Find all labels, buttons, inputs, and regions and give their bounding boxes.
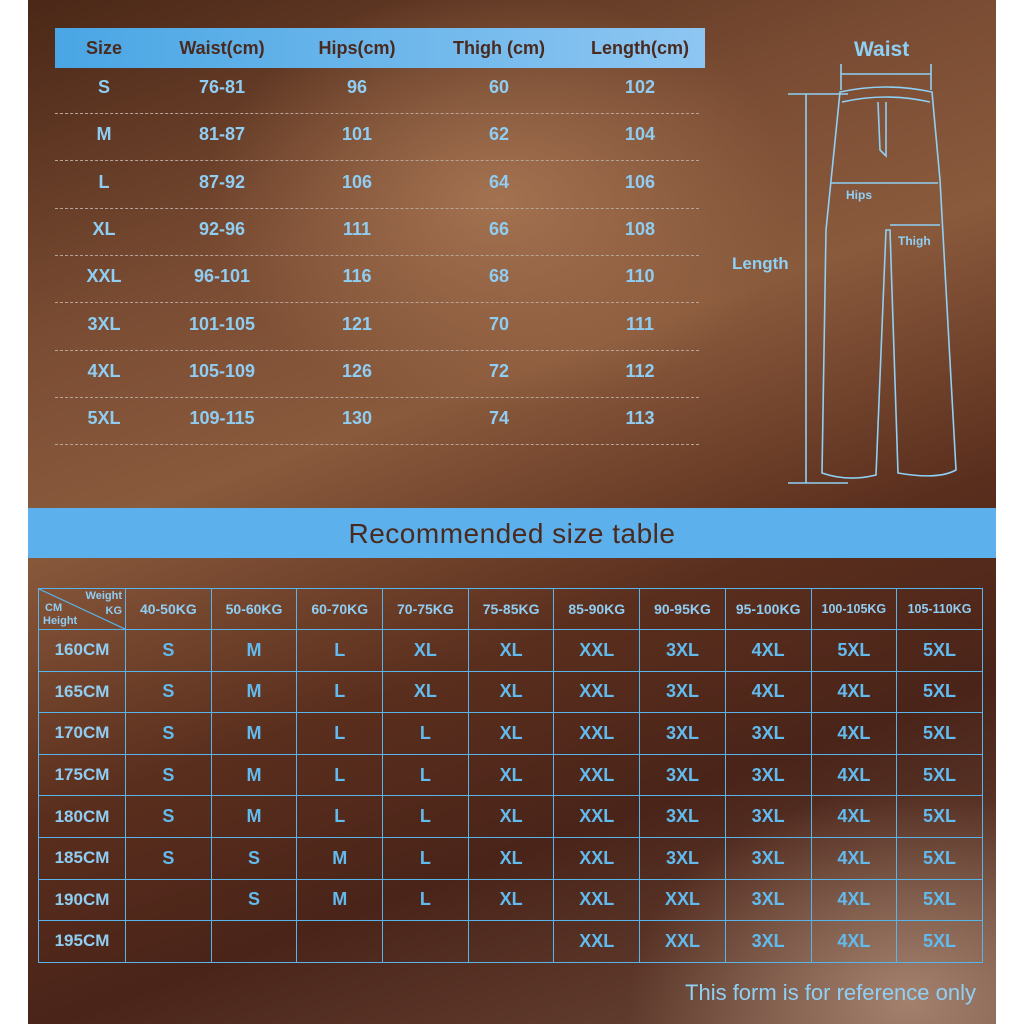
recommended-size-cell: 3XL [725,796,811,838]
recommended-size-cell: XXL [640,879,726,921]
size-table-row [55,303,699,351]
size-cell: 62 [488,124,510,145]
recommended-size-cell: XL [468,796,554,838]
recommended-size-cell [383,921,469,963]
size-cell: 5XL [87,408,121,429]
weight-header-cell: 60-70KG [297,589,383,630]
recommended-size-cell: S [126,630,212,672]
size-cell: 92-96 [198,218,246,239]
size-cell: 106 [624,171,656,192]
size-cell: 105-109 [188,360,256,381]
size-cell: 3XL [87,313,121,334]
size-cell: 111 [625,313,655,334]
size-cell: 66 [488,218,510,239]
size-cell: 96-101 [193,266,251,287]
size-table-row [55,208,699,256]
size-cell: 4XL [87,360,121,381]
size-cell: 102 [624,77,656,97]
recommended-size-cell: XXL [554,921,640,963]
recommended-size-cell: 4XL [725,630,811,672]
size-header-cell: Hips(cm) [318,38,396,58]
recommended-size-cell: M [211,796,297,838]
size-table-row [55,350,699,398]
height-row [39,921,983,963]
recommended-size-cell: 5XL [897,630,983,672]
size-table-header [55,28,705,68]
height-cell: 170CM [39,713,126,755]
recommended-size-cell: M [211,671,297,713]
recommended-size-cell: 5XL [897,754,983,796]
recommended-size-cell: XXL [554,879,640,921]
recommended-size-cell: 4XL [811,754,897,796]
recommended-size-cell: 3XL [640,837,726,879]
recommended-size-cell: XL [468,713,554,755]
recommended-size-cell: 5XL [897,671,983,713]
recommended-size-cell: 5XL [897,837,983,879]
size-cell: 113 [625,408,655,429]
recommended-size-cell: XXL [554,630,640,672]
recommended-size-cell: L [297,754,383,796]
recommended-size-cell: 3XL [640,671,726,713]
recommended-size-cell: 5XL [897,713,983,755]
recommended-size-cell: 4XL [811,671,897,713]
weight-header-cell: 95-100KG [725,589,811,630]
weight-header-row [39,589,983,630]
recommended-size-cell: L [297,671,383,713]
weight-header-cell: 50-60KG [211,589,297,630]
recommended-size-cell: L [383,713,469,755]
recommended-size-cell: XXL [554,671,640,713]
recommended-size-cell: 3XL [725,837,811,879]
recommended-size-cell: XL [468,754,554,796]
recommended-size-cell: L [383,879,469,921]
recommended-size-cell [468,921,554,963]
size-cell: 116 [342,266,372,287]
size-cell: 104 [624,124,656,145]
height-cell: 175CM [39,754,126,796]
recommended-size-cell: 4XL [811,796,897,838]
recommended-size-cell: M [297,837,383,879]
recommended-size-cell: 3XL [725,879,811,921]
height-cell: 160CM [39,630,126,672]
recommended-size-cell: S [211,837,297,879]
weight-header-cell: 40-50KG [126,589,212,630]
height-row [39,796,983,838]
recommended-size-banner: Recommended size table [28,508,996,558]
corner-weight: Weight [85,590,122,602]
size-cell: XXL [86,266,122,287]
recommended-size-table [38,588,983,963]
recommended-size-cell: 3XL [640,713,726,755]
recommended-size-cell: XXL [554,754,640,796]
recommended-size-cell [126,921,212,963]
size-cell: 74 [488,408,510,429]
recommended-size-cell: L [383,796,469,838]
recommended-size-cell: 5XL [811,630,897,672]
height-row [39,630,983,672]
recommended-size-cell: S [126,837,212,879]
weight-header-cell: 75-85KG [468,589,554,630]
recommended-size-cell: S [126,754,212,796]
size-cell: 106 [341,171,373,192]
size-cell: XL [92,218,116,239]
recommended-size-cell: XXL [554,837,640,879]
recommended-size-cell: XL [383,671,469,713]
height-cell: 195CM [39,921,126,963]
recommended-size-cell: S [126,713,212,755]
corner-kg: KG [105,605,122,617]
recommended-size-cell: XXL [554,713,640,755]
hips-label: Hips [846,188,873,202]
size-header-cell: Length(cm) [591,38,689,58]
size-table-row [55,66,699,114]
size-header-cell: Thigh (cm) [453,38,545,58]
recommended-size-cell: XL [468,671,554,713]
size-cell: 126 [341,360,373,381]
size-cell: 64 [488,171,510,192]
recommended-size-cell: 4XL [811,713,897,755]
recommended-size-cell: S [126,671,212,713]
recommended-size-cell: 4XL [811,921,897,963]
height-cell: 185CM [39,837,126,879]
reference-note: This form is for reference only [685,980,976,1005]
recommended-size-cell: M [211,713,297,755]
size-cell: 81-87 [198,124,246,145]
height-row [39,837,983,879]
thigh-label: Thigh [898,234,931,248]
recommended-size-cell: L [297,796,383,838]
size-table-row [55,255,699,303]
recommended-size-cell: 4XL [811,837,897,879]
size-cell: 101 [341,124,373,145]
size-cell: 121 [341,313,373,334]
size-cell: M [96,124,112,145]
size-cell: 87-92 [198,171,246,192]
recommended-size-cell: S [211,879,297,921]
recommended-size-cell: 3XL [640,630,726,672]
size-cell: 72 [488,360,510,381]
height-row [39,713,983,755]
size-cell: S [97,77,111,97]
size-cell: 109-115 [189,408,255,429]
recommended-size-cell: L [297,630,383,672]
recommended-size-cell: 5XL [897,921,983,963]
recommended-size-cell: XXL [554,796,640,838]
height-cell: 165CM [39,671,126,713]
recommended-size-cell: M [211,630,297,672]
size-header-cell: Size [85,38,123,58]
recommended-size-cell: 3XL [725,754,811,796]
recommended-size-cell: XL [468,630,554,672]
recommended-size-cell: XL [383,630,469,672]
size-header-cell: Waist(cm) [179,38,265,58]
size-cell: L [98,171,110,192]
recommended-size-cell: 3XL [640,754,726,796]
recommended-size-cell: XL [468,879,554,921]
corner-height: Height [43,615,78,627]
size-cell: 101-105 [188,313,256,334]
waist-label: Waist [854,38,910,61]
height-row [39,879,983,921]
corner-cm: CM [45,602,63,614]
recommended-size-cell: 3XL [725,921,811,963]
pants-diagram [778,30,996,490]
size-cell: 130 [341,408,373,429]
size-cell: 110 [625,266,655,287]
height-cell: 180CM [39,796,126,838]
recommended-size-cell: 3XL [640,796,726,838]
recommended-size-cell: 4XL [811,879,897,921]
recommended-size-cell: 5XL [897,879,983,921]
height-row [39,671,983,713]
length-label: Length [732,254,789,273]
weight-header-cell: 90-95KG [640,589,726,630]
size-table-row [55,161,699,209]
recommended-size-cell: XL [468,837,554,879]
size-table-row [55,113,699,161]
size-cell: 68 [488,266,510,287]
recommended-size-cell: 5XL [897,796,983,838]
weight-header-cell: 105-110KG [897,589,983,630]
corner-cell [39,589,126,630]
size-cell: 96 [346,77,368,97]
recommended-size-cell: M [211,754,297,796]
size-cell: 70 [488,313,510,334]
recommended-size-cell: M [297,879,383,921]
recommended-size-cell: 4XL [725,671,811,713]
recommended-size-cell [211,921,297,963]
recommended-size-cell [297,921,383,963]
weight-header-cell: 100-105KG [811,589,897,630]
size-table-row [55,397,699,445]
recommended-size-cell: L [383,837,469,879]
size-cell: 111 [342,218,372,239]
size-cell: 108 [624,218,656,239]
size-cell: 76-81 [198,77,246,97]
recommended-size-cell: S [126,796,212,838]
weight-header-cell: 70-75KG [383,589,469,630]
height-row [39,754,983,796]
height-cell: 190CM [39,879,126,921]
recommended-size-cell: L [297,713,383,755]
recommended-size-cell [126,879,212,921]
recommended-size-cell: XXL [640,921,726,963]
size-chart-canvas [28,0,996,1024]
weight-header-cell: 85-90KG [554,589,640,630]
size-cell: 60 [488,77,510,97]
recommended-size-cell: 3XL [725,713,811,755]
recommended-size-cell: L [383,754,469,796]
size-cell: 112 [625,360,655,381]
